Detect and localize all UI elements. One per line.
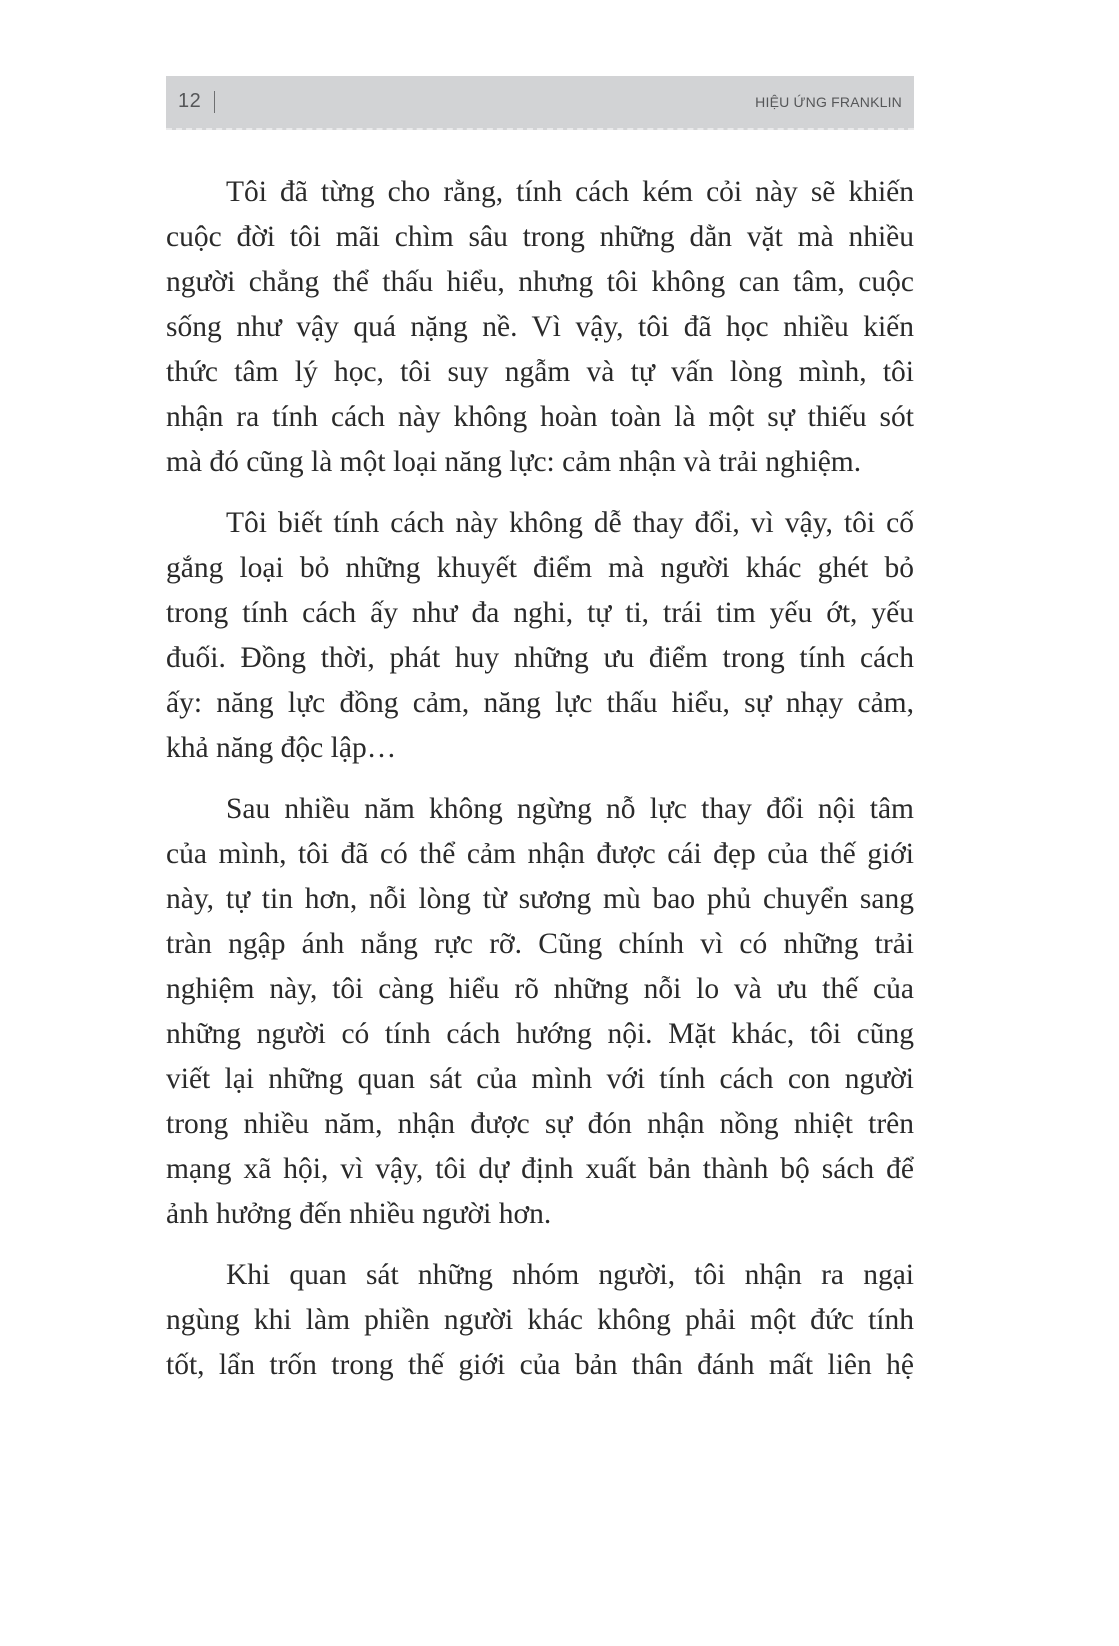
text-line: sống như vậy quá nặng nề. Vì vậy, tôi đã học nhiều kiến — [166, 311, 914, 343]
text-line: những người có tính cách hướng nội. Mặt khác, tôi cũng — [166, 1018, 914, 1050]
text-line: ảnh hưởng đến nhiều người hơn. — [166, 1198, 552, 1230]
text-line: Khi quan sát những nhóm người, tôi nhận ra ngại — [226, 1259, 914, 1291]
text-line: đuối. Đồng thời, phát huy những ưu điểm trong tính cách — [166, 642, 914, 674]
text-line: tốt, lẩn trốn trong thế giới của bản thân đánh mất liên hệ — [166, 1349, 914, 1381]
text-line: người chẳng thể thấu hiểu, nhưng tôi không can tâm, cuộc — [166, 266, 914, 298]
running-title: HIỆU ỨNG FRANKLIN — [755, 94, 902, 110]
header-divider — [214, 91, 215, 113]
paragraph — [166, 170, 914, 485]
text-line: gắng loại bỏ những khuyết điểm mà người khác ghét bỏ — [166, 552, 914, 584]
text-line: mà đó cũng là một loại năng lực: cảm nhận và trải nghiệm. — [166, 446, 862, 478]
body-text — [166, 170, 914, 1404]
paragraph — [166, 501, 914, 771]
text-line: trong nhiều năm, nhận được sự đón nhận nồng nhiệt trên — [166, 1108, 914, 1140]
text-line: tràn ngập ánh nắng rực rỡ. Cũng chính vì có những trải — [166, 928, 914, 960]
text-line: viết lại những quan sát của mình với tính cách con người — [166, 1063, 914, 1095]
text-line: nhận ra tính cách này không hoàn toàn là một sự thiếu sót — [166, 401, 914, 433]
text-line: mạng xã hội, vì vậy, tôi dự định xuất bản thành bộ sách để — [166, 1153, 914, 1185]
text-line: trong tính cách ấy như đa nghi, tự ti, trái tim yếu ớt, yếu — [166, 597, 914, 629]
text-line: Sau nhiều năm không ngừng nỗ lực thay đổi nội tâm — [226, 793, 914, 825]
text-line: khả năng độc lập… — [166, 732, 397, 764]
text-line: Tôi đã từng cho rằng, tính cách kém cỏi này sẽ khiến — [226, 176, 914, 208]
text-line: cuộc đời tôi mãi chìm sâu trong những dằn vặt mà nhiều — [166, 221, 914, 253]
text-line: Tôi biết tính cách này không dễ thay đổi, vì vậy, tôi cố — [226, 507, 914, 539]
paragraph — [166, 787, 914, 1237]
page-number: 12 — [178, 90, 202, 112]
text-line: nghiệm này, tôi càng hiểu rõ những nỗi lo và ưu thế của — [166, 973, 914, 1005]
text-line: này, tự tin hơn, nỗi lòng từ sương mù bao phủ chuyển sang — [166, 883, 914, 915]
text-line: thức tâm lý học, tôi suy ngẫm và tự vấn lòng mình, tôi — [166, 356, 914, 388]
page-header — [166, 76, 914, 130]
text-line: của mình, tôi đã có thể cảm nhận được cái đẹp của thế giới — [166, 838, 914, 870]
text-line: ngùng khi làm phiền người khác không phải một đức tính — [166, 1304, 914, 1336]
paragraph — [166, 1253, 914, 1388]
text-line: ấy: năng lực đồng cảm, năng lực thấu hiểu, sự nhạy cảm, — [166, 687, 914, 719]
